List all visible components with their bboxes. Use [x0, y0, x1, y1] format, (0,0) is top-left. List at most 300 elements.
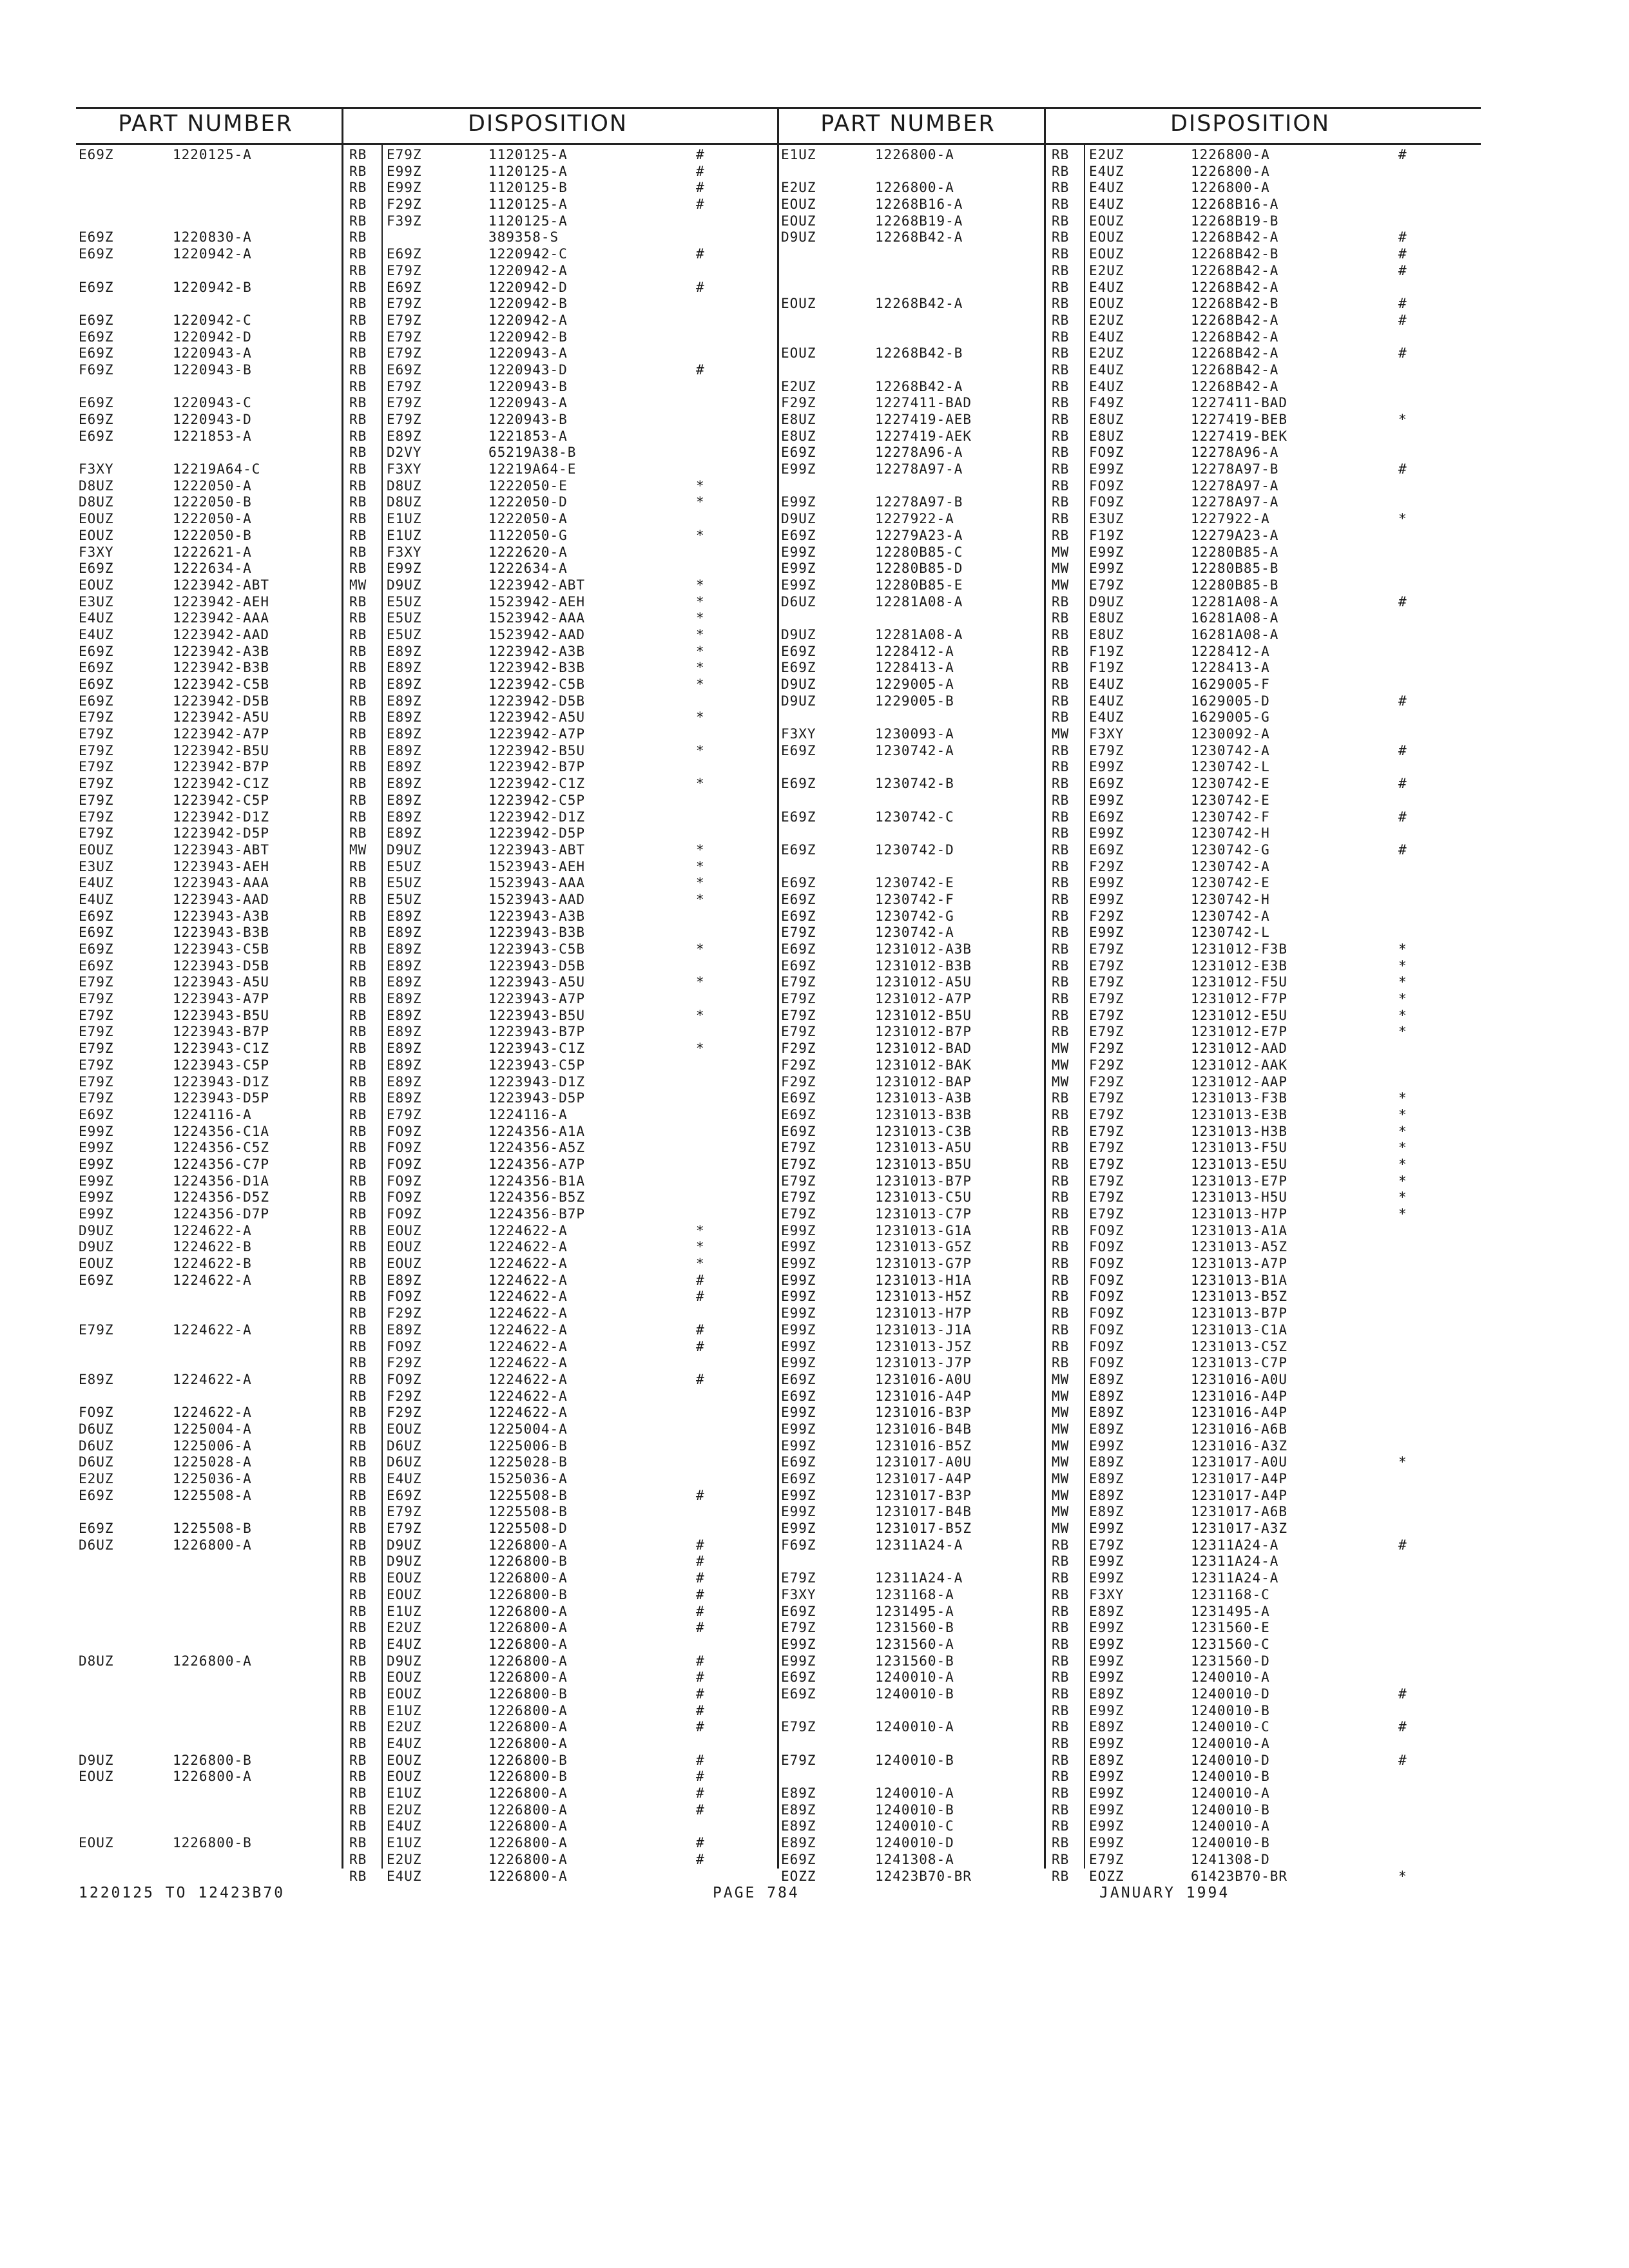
target-part-number: 12311A24-A: [1191, 1537, 1279, 1553]
target-part-number: 12280B85-B: [1191, 577, 1279, 593]
source-part-number: 12278A97-A: [875, 461, 963, 477]
target-prefix: E4UZ: [1089, 677, 1124, 692]
target-part-number: 1226800-A: [488, 1702, 568, 1718]
target-prefix: E2UZ: [1089, 345, 1124, 361]
disposition-code: RB: [349, 329, 367, 345]
target-prefix: E99Z: [1089, 792, 1124, 808]
table-row: [76, 1620, 778, 1637]
note-mark: #: [1398, 147, 1407, 162]
table-row: [76, 1421, 778, 1438]
table-row: [76, 1041, 778, 1057]
target-prefix: E79Z: [1089, 1090, 1124, 1106]
target-prefix: EOUZ: [387, 1769, 422, 1785]
target-prefix: E99Z: [1089, 1437, 1124, 1454]
target-part-number: 1240010-D: [1191, 1686, 1270, 1702]
target-prefix: E99Z: [1089, 875, 1124, 891]
target-part-number: 1226800-B: [488, 1769, 568, 1785]
disposition-code: RB: [1052, 1321, 1070, 1338]
note-mark: *: [1398, 412, 1407, 427]
target-prefix: E89Z: [387, 759, 422, 775]
source-prefix: D9UZ: [79, 1222, 114, 1238]
source-part-number: 1231012-A5U: [875, 974, 972, 990]
source-part-number: 1231013-H5Z: [875, 1289, 972, 1305]
table-row: [76, 859, 778, 876]
target-prefix: E89Z: [1089, 1471, 1124, 1486]
source-part-number: 1224622-A: [173, 1405, 252, 1421]
disposition-code: RB: [349, 1206, 367, 1222]
source-part-number: 1231013-B3B: [875, 1106, 972, 1122]
target-part-number: 1224356-A1A: [488, 1123, 586, 1139]
right-rows: [778, 147, 1481, 1885]
disposition-code: RB: [1052, 1123, 1070, 1139]
source-prefix: E79Z: [781, 1156, 816, 1172]
target-part-number: 1223943-A5U: [488, 974, 586, 990]
target-prefix: E8UZ: [1089, 428, 1124, 444]
source-prefix: E69Z: [781, 891, 816, 907]
target-part-number: 1230742-E: [1191, 792, 1270, 808]
note-mark: #: [696, 1686, 705, 1702]
table-row: [76, 1024, 778, 1041]
disposition-code: RB: [1052, 461, 1070, 477]
source-part-number: 1230742-F: [875, 891, 954, 907]
source-part-number: 1231012-B3B: [875, 957, 972, 974]
target-part-number: 1231013-B7P: [1191, 1305, 1288, 1321]
source-prefix: EOUZ: [781, 213, 816, 229]
source-prefix: E1UZ: [781, 147, 816, 162]
disposition-code: RB: [349, 1504, 367, 1520]
source-part-number: 1231013-C3B: [875, 1123, 972, 1139]
source-part-number: 1231017-B4B: [875, 1504, 972, 1520]
target-prefix: E99Z: [1089, 1521, 1124, 1537]
target-prefix: E99Z: [1089, 1636, 1124, 1652]
target-part-number: 1220943-B: [488, 412, 568, 427]
target-part-number: 1240010-B: [1191, 1702, 1270, 1718]
target-prefix: E79Z: [1089, 1173, 1124, 1189]
disposition-code: RB: [1052, 312, 1070, 328]
disposition-code: RB: [349, 991, 367, 1007]
disposition-code: MW: [1052, 1073, 1070, 1090]
table-row: [76, 1785, 778, 1802]
source-prefix: EOUZ: [79, 1835, 114, 1851]
disposition-code: RB: [1052, 991, 1070, 1007]
table-row: [778, 213, 1481, 230]
source-prefix: E79Z: [79, 825, 114, 841]
target-part-number: 1231013-E7P: [1191, 1173, 1288, 1189]
target-part-number: 12219A64-E: [488, 461, 577, 477]
disposition-code: MW: [1052, 577, 1070, 593]
disposition-code: RB: [349, 875, 367, 891]
target-prefix: FO9Z: [387, 1156, 422, 1172]
source-part-number: 1231012-BAD: [875, 1041, 972, 1057]
target-prefix: F3XY: [387, 461, 422, 477]
target-prefix: E89Z: [387, 1007, 422, 1023]
table-row: [778, 1289, 1481, 1305]
source-part-number: 1226800-A: [173, 1769, 252, 1785]
source-part-number: 1220943-B: [173, 361, 252, 378]
source-part-number: 1223943-D5B: [173, 957, 270, 974]
table-row: [76, 461, 778, 478]
target-prefix: FO9Z: [1089, 1239, 1124, 1255]
disposition-code: RB: [1052, 941, 1070, 957]
source-prefix: E99Z: [781, 1338, 816, 1354]
target-part-number: 1240010-D: [1191, 1752, 1270, 1768]
table-row: [778, 280, 1481, 296]
table-row: [76, 1107, 778, 1124]
target-prefix: D6UZ: [387, 1454, 422, 1470]
source-part-number: 1223943-C5B: [173, 941, 270, 957]
target-part-number: 1224116-A: [488, 1106, 568, 1122]
source-prefix: E79Z: [781, 974, 816, 990]
target-prefix: FO9Z: [387, 1123, 422, 1139]
target-part-number: 1629005-D: [1191, 693, 1270, 709]
target-part-number: 1223943-B7P: [488, 1024, 586, 1040]
source-part-number: 1227922-A: [875, 511, 954, 527]
table-row: [76, 1239, 778, 1256]
target-part-number: 1231013-A5Z: [1191, 1239, 1288, 1255]
table-row: [778, 1074, 1481, 1091]
disposition-code: RB: [349, 1702, 367, 1718]
table-row: [778, 974, 1481, 991]
target-part-number: 389358-S: [488, 229, 559, 245]
target-prefix: E89Z: [1089, 1603, 1124, 1619]
note-mark: *: [696, 891, 705, 907]
target-part-number: 1222050-E: [488, 477, 568, 494]
target-prefix: E1UZ: [387, 1702, 422, 1718]
target-part-number: 1231016-A4P: [1191, 1388, 1288, 1404]
table-row: [778, 709, 1481, 726]
table-row: [778, 395, 1481, 412]
target-prefix: E89Z: [387, 1272, 422, 1288]
source-part-number: 1222050-A: [173, 511, 252, 527]
table-row: [76, 577, 778, 594]
target-part-number: 1230742-G: [1191, 841, 1270, 858]
source-prefix: E69Z: [781, 660, 816, 676]
note-mark: #: [696, 1851, 705, 1867]
source-part-number: 12268B42-B: [875, 345, 963, 361]
table-row: [778, 1239, 1481, 1256]
target-part-number: 1225508-B: [488, 1487, 568, 1503]
source-part-number: 1240010-B: [875, 1686, 954, 1702]
target-prefix: E99Z: [1089, 759, 1124, 775]
target-prefix: FO9Z: [387, 1338, 422, 1354]
disposition-code: RB: [1052, 1272, 1070, 1288]
target-part-number: 1224356-B5Z: [488, 1189, 586, 1206]
target-part-number: 1231168-C: [1191, 1586, 1270, 1602]
source-part-number: 1224622-B: [173, 1239, 252, 1255]
target-part-number: 1226800-A: [488, 1537, 568, 1553]
table-row: [778, 1835, 1481, 1852]
note-mark: #: [1398, 1537, 1407, 1553]
disposition-code: RB: [1052, 908, 1070, 924]
source-prefix: E99Z: [781, 1421, 816, 1437]
disposition-code: RB: [1052, 527, 1070, 543]
source-prefix: F29Z: [781, 1057, 816, 1073]
source-part-number: 1240010-A: [875, 1669, 954, 1686]
note-mark: #: [696, 1752, 705, 1768]
source-prefix: E79Z: [79, 809, 114, 825]
table-row: [76, 1339, 778, 1356]
target-part-number: 12278A97-B: [1191, 461, 1279, 477]
target-prefix: EOUZ: [1089, 246, 1124, 262]
note-mark: *: [1398, 1123, 1407, 1139]
table-row: [76, 1471, 778, 1488]
source-prefix: E99Z: [781, 1504, 816, 1520]
left-part-number-header: PART NUMBER: [118, 111, 293, 137]
target-prefix: F19Z: [1089, 643, 1124, 659]
source-prefix: E69Z: [79, 1521, 114, 1537]
target-prefix: FO9Z: [1089, 494, 1124, 510]
target-prefix: F39Z: [387, 213, 422, 229]
table-row: [76, 1438, 778, 1455]
table-row: [778, 329, 1481, 346]
disposition-code: RB: [349, 1057, 367, 1073]
source-prefix: D8UZ: [79, 1653, 114, 1669]
disposition-code: RB: [1052, 792, 1070, 808]
target-part-number: 1226800-A: [488, 1669, 568, 1686]
table-row: [778, 726, 1481, 743]
source-prefix: E69Z: [79, 279, 114, 295]
table-row: [778, 1389, 1481, 1405]
target-part-number: 1223942-D5P: [488, 825, 586, 841]
target-part-number: 1223942-A3B: [488, 643, 586, 659]
table-row: [76, 147, 778, 164]
table-row: [778, 229, 1481, 246]
target-part-number: 1230742-A: [1191, 742, 1270, 758]
source-prefix: E99Z: [781, 1521, 816, 1537]
disposition-code: RB: [1052, 1702, 1070, 1718]
note-mark: #: [1398, 312, 1407, 328]
source-prefix: E89Z: [781, 1802, 816, 1818]
table-row: [76, 1686, 778, 1703]
table-row: [76, 743, 778, 760]
target-part-number: 1523942-AAA: [488, 610, 586, 626]
table-row: [76, 1753, 778, 1769]
source-part-number: 12219A64-C: [173, 461, 261, 477]
disposition-code: RB: [1052, 1785, 1070, 1802]
disposition-code: RB: [349, 1338, 367, 1354]
target-part-number: 1231013-C7P: [1191, 1355, 1288, 1371]
source-part-number: 1223943-B5U: [173, 1007, 270, 1023]
target-prefix: E3UZ: [1089, 511, 1124, 527]
source-part-number: 1227419-AEB: [875, 412, 972, 427]
table-row: [76, 809, 778, 826]
note-mark: *: [696, 1222, 705, 1238]
target-prefix: FO9Z: [387, 1140, 422, 1156]
target-prefix: E89Z: [387, 660, 422, 676]
source-part-number: 12268B19-A: [875, 213, 963, 229]
source-prefix: F29Z: [781, 395, 816, 411]
disposition-code: RB: [1052, 147, 1070, 162]
target-part-number: 1223942-A5U: [488, 709, 586, 726]
target-part-number: 1230742-H: [1191, 891, 1270, 907]
disposition-code: RB: [349, 1521, 367, 1537]
target-part-number: 1240010-C: [1191, 1719, 1270, 1735]
source-part-number: 1223943-C1Z: [173, 1041, 270, 1057]
target-prefix: E79Z: [1089, 957, 1124, 974]
target-prefix: FO9Z: [1089, 1338, 1124, 1354]
source-prefix: E69Z: [79, 660, 114, 676]
target-part-number: 1231012-E3B: [1191, 957, 1288, 974]
source-prefix: E69Z: [79, 412, 114, 427]
table-row: [76, 197, 778, 213]
note-mark: #: [1398, 1686, 1407, 1702]
note-mark: #: [696, 1272, 705, 1288]
table-row: [76, 1669, 778, 1686]
target-prefix: E5UZ: [387, 858, 422, 874]
target-part-number: 1224622-A: [488, 1256, 568, 1272]
source-prefix: E79Z: [79, 1024, 114, 1040]
target-prefix: E99Z: [1089, 1769, 1124, 1785]
target-part-number: 1240010-A: [1191, 1736, 1270, 1751]
target-part-number: 1223943-D5P: [488, 1090, 586, 1106]
table-row: [778, 743, 1481, 760]
source-part-number: 1223943-B7P: [173, 1024, 270, 1040]
disposition-code: RB: [349, 626, 367, 642]
table-row: [778, 925, 1481, 941]
target-prefix: E2UZ: [1089, 312, 1124, 328]
disposition-code: RB: [349, 312, 367, 328]
table-row: [778, 1553, 1481, 1570]
note-mark: *: [1398, 1189, 1407, 1206]
source-part-number: 1225508-A: [173, 1487, 252, 1503]
disposition-code: RB: [349, 262, 367, 278]
target-prefix: E4UZ: [1089, 279, 1124, 295]
note-mark: #: [696, 1669, 705, 1686]
source-prefix: E99Z: [781, 1239, 816, 1255]
source-prefix: E99Z: [781, 1289, 816, 1305]
target-prefix: E99Z: [1089, 1818, 1124, 1834]
target-part-number: 1523943-AEH: [488, 858, 586, 874]
target-part-number: 1241308-D: [1191, 1851, 1270, 1867]
target-part-number: 1220942-D: [488, 279, 568, 295]
table-row: [76, 875, 778, 892]
disposition-code: MW: [1052, 1057, 1070, 1073]
target-part-number: 1231013-H5U: [1191, 1189, 1288, 1206]
source-prefix: E79Z: [781, 1173, 816, 1189]
table-row: [76, 1189, 778, 1206]
table-row: [778, 180, 1481, 197]
source-part-number: 1240010-B: [875, 1752, 954, 1768]
table-row: [76, 677, 778, 693]
target-prefix: E79Z: [1089, 1156, 1124, 1172]
target-prefix: FO9Z: [1089, 477, 1124, 494]
source-part-number: 1230742-A: [875, 742, 954, 758]
target-part-number: 1240010-A: [1191, 1785, 1270, 1802]
disposition-code: RB: [349, 1106, 367, 1122]
note-mark: *: [696, 577, 705, 593]
target-part-number: 1231012-E5U: [1191, 1007, 1288, 1023]
target-part-number: 1226800-A: [488, 1835, 568, 1851]
target-part-number: 1227419-BEK: [1191, 428, 1288, 444]
target-part-number: 12280B85-A: [1191, 544, 1279, 560]
disposition-code: MW: [1052, 561, 1070, 577]
source-prefix: E4UZ: [79, 875, 114, 891]
note-mark: #: [696, 1321, 705, 1338]
table-row: [76, 478, 778, 495]
source-prefix: E89Z: [781, 1818, 816, 1834]
disposition-code: RB: [1052, 825, 1070, 841]
target-prefix: E89Z: [387, 809, 422, 825]
target-part-number: 1220943-A: [488, 345, 568, 361]
note-mark: *: [1398, 1140, 1407, 1156]
target-prefix: E4UZ: [1089, 329, 1124, 345]
table-row: [76, 229, 778, 246]
target-part-number: 1226800-A: [488, 1570, 568, 1586]
table-row: [778, 445, 1481, 461]
target-part-number: 1223942-A7P: [488, 726, 586, 742]
target-part-number: 1230092-A: [1191, 726, 1270, 742]
target-part-number: 1223942-B5U: [488, 742, 586, 758]
note-mark: #: [696, 1487, 705, 1503]
disposition-code: RB: [1052, 858, 1070, 874]
target-prefix: E8UZ: [1089, 610, 1124, 626]
table-row: [778, 1818, 1481, 1835]
disposition-code: RB: [349, 246, 367, 262]
target-part-number: 1224622-A: [488, 1321, 568, 1338]
table-row: [76, 362, 778, 379]
note-mark: *: [1398, 974, 1407, 990]
target-part-number: 1220942-C: [488, 246, 568, 262]
target-prefix: E4UZ: [1089, 693, 1124, 709]
disposition-code: RB: [1052, 841, 1070, 858]
target-prefix: FO9Z: [1089, 1222, 1124, 1238]
target-prefix: E1UZ: [387, 511, 422, 527]
disposition-code: RB: [1052, 1007, 1070, 1023]
source-part-number: 1224356-D1A: [173, 1173, 270, 1189]
source-part-number: 1223942-AAD: [173, 626, 270, 642]
left-top-rule: [76, 107, 778, 109]
target-part-number: 1240010-A: [1191, 1669, 1270, 1686]
source-part-number: 1223942-D5P: [173, 825, 270, 841]
disposition-code: RB: [349, 1041, 367, 1057]
target-prefix: E4UZ: [387, 1736, 422, 1751]
target-prefix: E79Z: [387, 262, 422, 278]
target-part-number: 1220942-A: [488, 262, 568, 278]
table-row: [76, 1736, 778, 1753]
source-prefix: E99Z: [79, 1156, 114, 1172]
source-prefix: D9UZ: [781, 693, 816, 709]
source-part-number: 1231560-B: [875, 1620, 954, 1636]
target-prefix: E4UZ: [1089, 361, 1124, 378]
source-part-number: 1222050-B: [173, 494, 252, 510]
target-prefix: E5UZ: [387, 626, 422, 642]
source-prefix: E69Z: [781, 1851, 816, 1867]
table-row: [76, 1372, 778, 1389]
note-mark: #: [696, 180, 705, 196]
disposition-code: RB: [349, 296, 367, 312]
table-row: [778, 412, 1481, 428]
table-row: [778, 1802, 1481, 1819]
target-part-number: 1523943-AAD: [488, 891, 586, 907]
right-table: [778, 107, 1481, 1884]
target-part-number: 1231016-A4P: [1191, 1405, 1288, 1421]
source-part-number: 1240010-A: [875, 1785, 954, 1802]
source-part-number: 1231012-A3B: [875, 941, 972, 957]
disposition-code: RB: [1052, 229, 1070, 245]
table-row: [76, 528, 778, 544]
disposition-code: RB: [1052, 1868, 1070, 1884]
source-part-number: 1220942-A: [173, 246, 252, 262]
note-mark: #: [1398, 262, 1407, 278]
target-part-number: 1223942-B3B: [488, 660, 586, 676]
target-prefix: E1UZ: [387, 527, 422, 543]
note-mark: *: [696, 974, 705, 990]
disposition-code: RB: [1052, 1586, 1070, 1602]
disposition-code: RB: [349, 742, 367, 758]
target-part-number: 1231017-A3Z: [1191, 1521, 1288, 1537]
target-part-number: 1225006-B: [488, 1437, 568, 1454]
target-part-number: 1224622-A: [488, 1289, 568, 1305]
